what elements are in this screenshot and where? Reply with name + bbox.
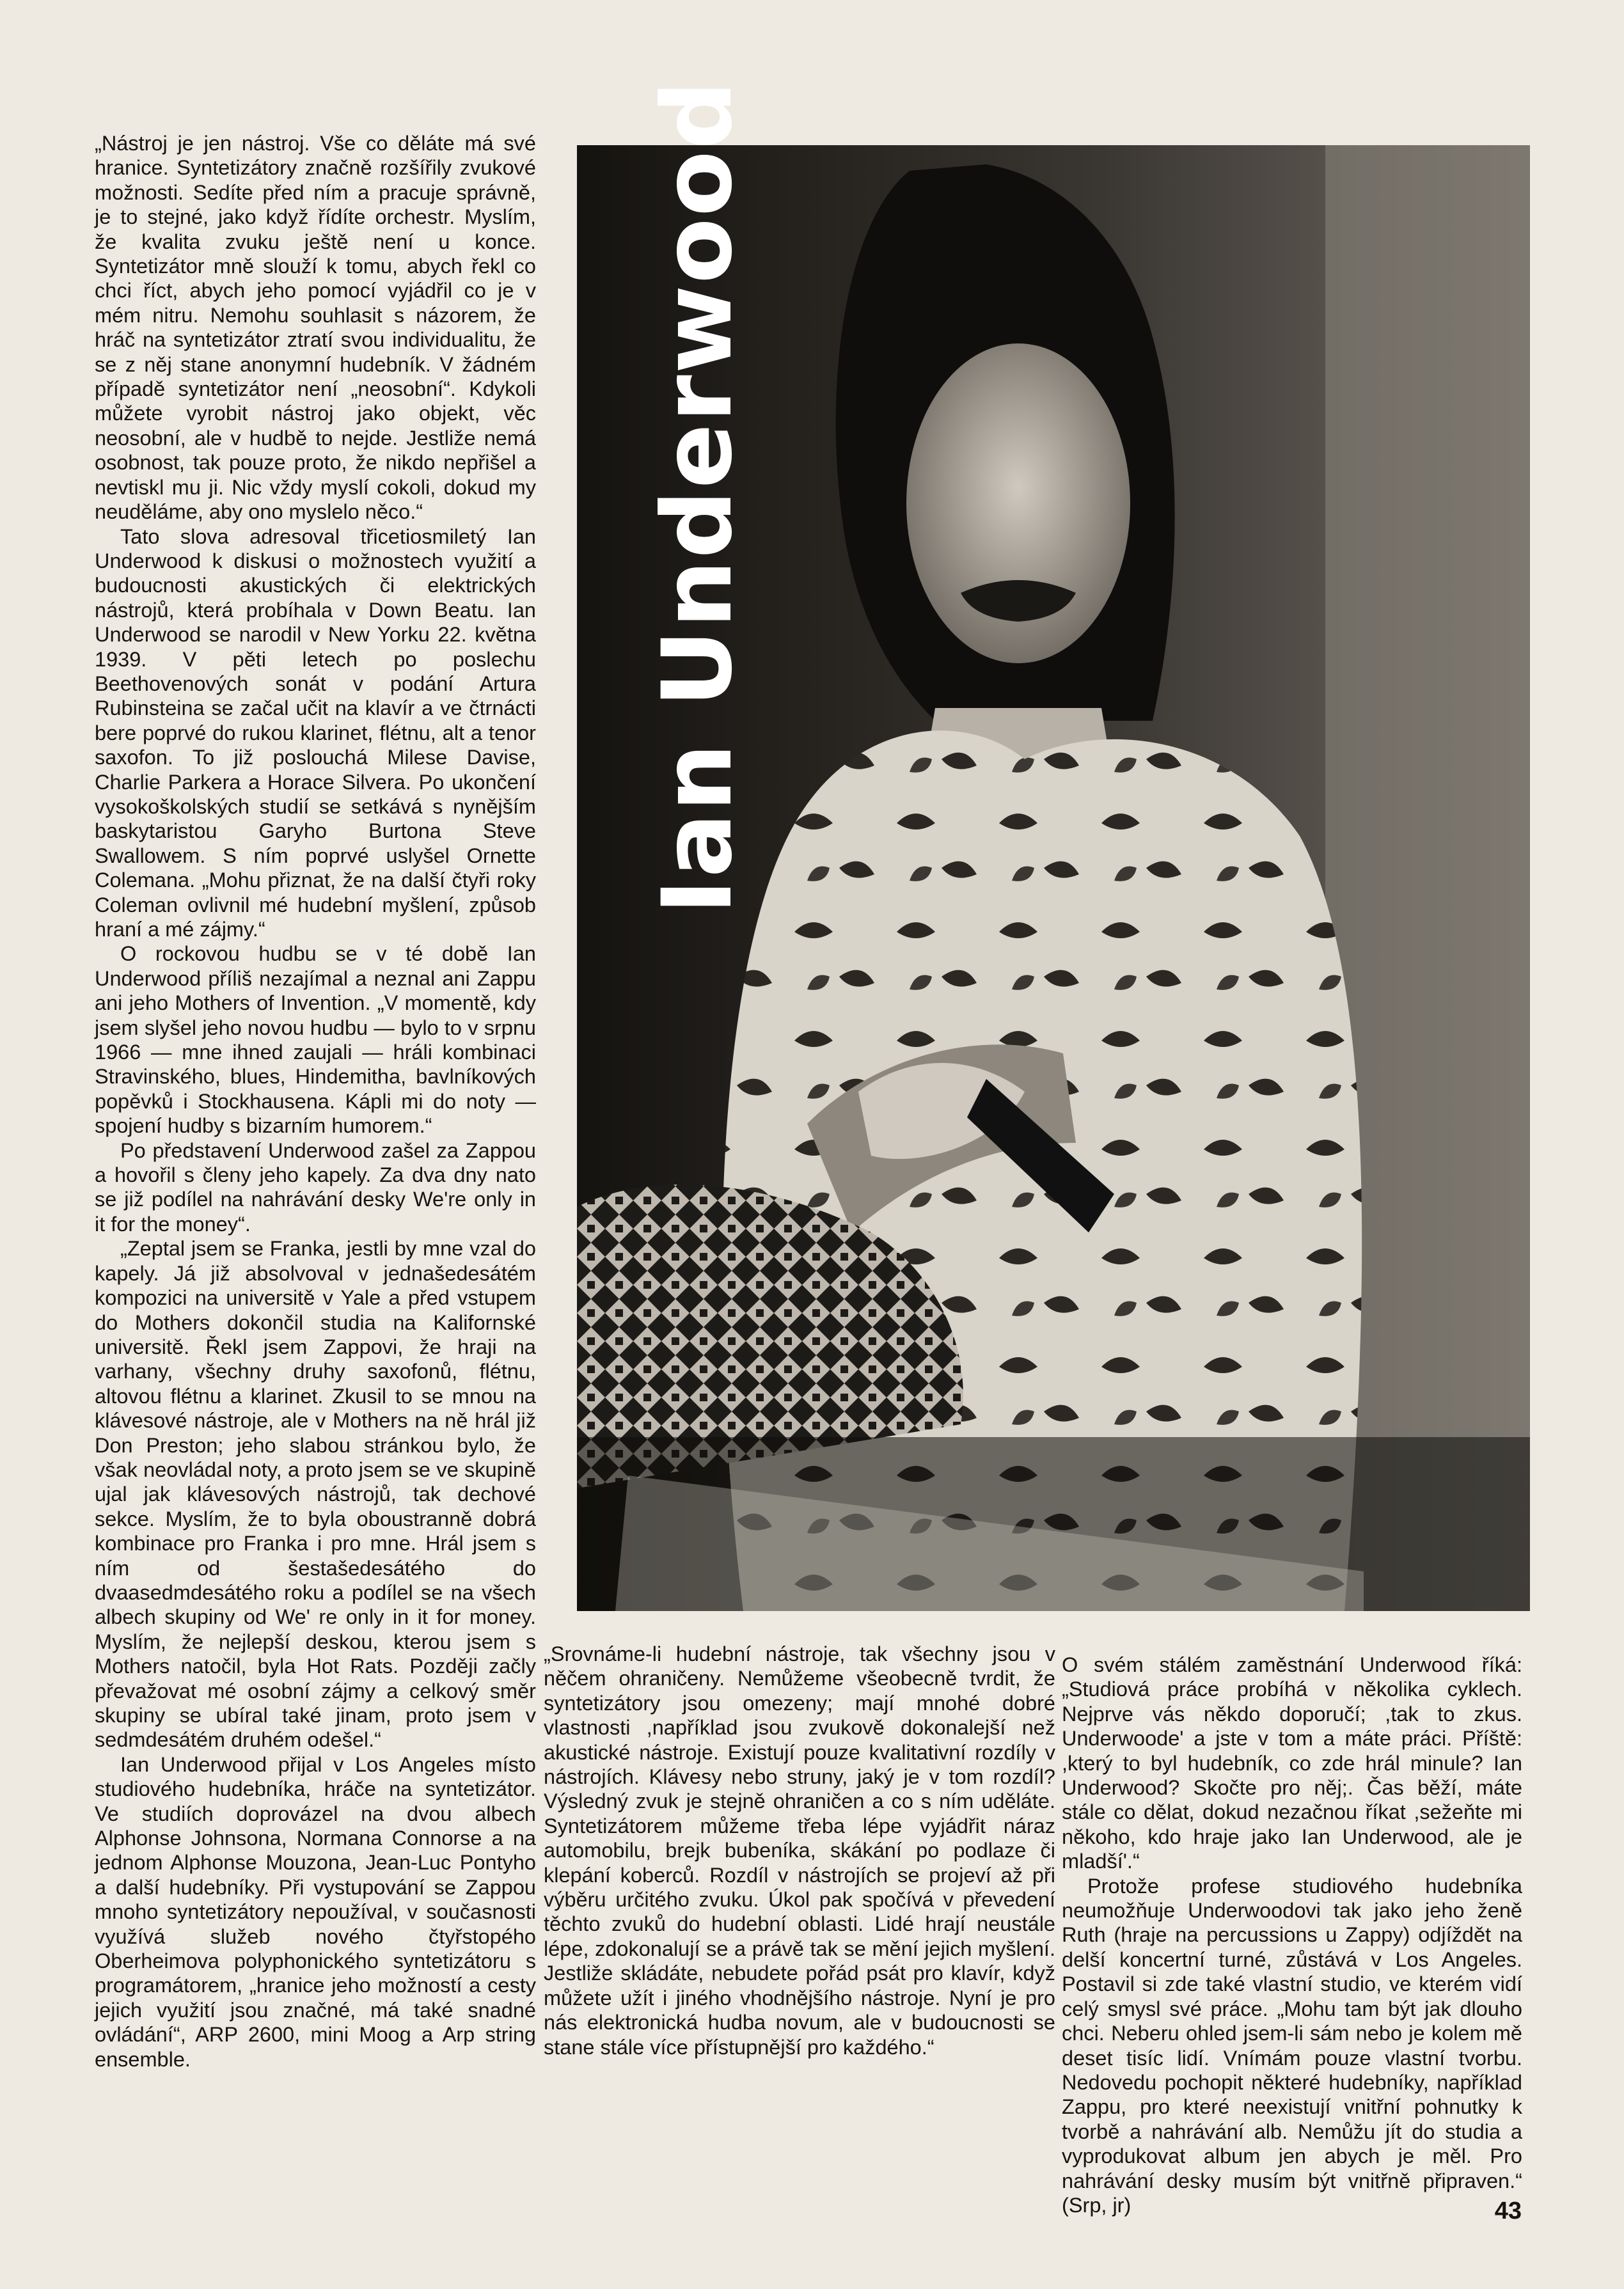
paragraph: „Zeptal jsem se Franka, jestli by mne vzal do kapely. Já již absolvoval v jednašedesátém kompozici na universitě v Yale a před vstupem do Mothers dokončil studia na Kalifornské universitě. Řekl jsem Zappovi, že hraji na varhany, všechny druhy saxofonů, flétnu, altovou flétnu a klarinet. Zkusil to se mnou na klávesové nástroje, ale v Mothers na ně hrál již Don Preston; jeho slabou stránkou bylo, že však neovládal noty, a proto jsem se ve skupině ujal jak klávesových nástrojů, tak dechové sekce. Myslím, že to byla oboustranně dobrá kombinace pro Franka i pro mne. Hrál jsem s ním od šestašedesátého do dvaasedmdesátého roku a podílel se na všech albech skupiny od We' re only in it for money. Myslím, že nejlepší deskou, kterou jsem s Mothers natočil, byla Hot Rats. Později začly převažovat mé osobní zájmy a celkový směr skupiny se ubíral také jinam, proto jsem v sedmdesátém druhém odešel.“ (95, 1237, 536, 1752)
article-title: Ian Underwood (642, 79, 753, 915)
paragraph: O svém stálém zaměstnání Underwood říká: „Studiová práce probíhá v několika cyklech. Nejprve vás někdo doporučí; ,tak to zkus. Underwoode' a jste v tom a máte práci. Příště: ,který to byl hudebník, co zde hrál minule? Ian Underwood? Skočte pro něj;. Čas běží, máte stále co dělat, dokud nezačnou říkat ,sežeňte mi někoho, kdo hraje jako Ian Underwood, ale je mladší'.“ (1062, 1653, 1522, 1873)
text-column-left (95, 131, 536, 2072)
paragraph: Protože profese studiového hudebníka neumožňuje Underwoodovi tak jako jeho ženě Ruth (hraje na percussions u Zappy) odjíždět na delší koncertní turné, zůstává v Los Angeles. Postavil si zde také vlastní studio, ve kterém vidí celý smysl své práce. „Mohu tam být jak dlouho chci. Neberu ohled jsem-li sám nebo je kolem mě deset tisíc lidí. Vnímám pouze vlastní tvorbu. Nedovedu pochopit některé hudebníky, například Zappu, pro které neexistují vnitřní pohnutky k tvorbě a nahrávání alb. Nemůžu jít do studia a vyprodukovat album jen abych je měl. Pro nahrávání desky musím být vnitřně připraven.“ (Srp, jr) (1062, 1874, 1522, 2217)
paragraph: „Srovnáme-li hudební nástroje, tak všechny jsou v něčem ohraničeny. Nemůžeme všeobecně tvrdit, že syntetizátory jsou omezeny; mají mnohé dobré vlastnosti ,například jsou zvukově dokonalejší než akustické nástroje. Existují pouze kvalitativní rozdíly v nástrojích. Klávesy nebo struny, jaký je v tom rozdíl? Výsledný zvuk je stejně ohraničen a co s ním uděláte. Syntetizátorem můžeme třeba lépe vyjádřit náraz automobilu, brejk bubeníka, skákání po podlaze či klepání koberců. Rozdíl v nástrojích se projeví až při výběru určitého zvuku. Úkol pak spočívá v převedení těchto zvuků do hudební oblasti. Lidé hrají neustále lépe, zdokonalují se a právě tak se mění jejich myšlení. Jestliže skládáte, nebudete pořád psát pro klavír, když můžete užít i jiného vhodnějšího nástroje. Nyní je pro nás elektronická hudba novum, ale v budoucnosti se stane stále více přístupnější pro každého.“ (544, 1642, 1055, 2059)
paragraph: Po představení Underwood zašel za Zappou a hovořil s členy jeho kapely. Za dva dny nato se již podílel na nahrávání desky We're only in it for the money“. (95, 1138, 536, 1236)
paragraph: Ian Underwood přijal v Los Angeles místo studiového hudebníka, hráče na syntetizátor. Ve studiích doprovázel na dvou albech Alphonse Johnsona, Normana Connorse a na jednom Alphonse Mouzona, Jean-Luc Pontyho a další hudebníky. Při vystupování se Zappou mnoho syntetizátory nepoužíval, v současnosti využívá služeb nového čtyřstopého Oberheimova polyphonického syntetizátoru s programátorem, „hranice jeho možností a cesty jejich využití jsou značné, má také snadné ovládání“, ARP 2600, mini Moog a Arp string ensemble. (95, 1752, 536, 2071)
text-column-right (1062, 1653, 1522, 2217)
page-number: 43 (1494, 2198, 1522, 2224)
paragraph: „Nástroj je jen nástroj. Vše co děláte má své hranice. Syntetizátory značně rozšířily zvukové možnosti. Sedíte před ním a pracuje správně, je to stejné, jako když řídíte orchestr. Myslím, že kvalita zvuku ještě není u konce. Syntetizátor mně slouží k tomu, abych řekl co chci říct, abych jeho pomocí vyjádřil co je v mém nitru. Nemohu souhlasit s názorem, že hráč na syntetizátor ztratí svou individualitu, že se z něj stane anonymní hudebník. V žádném případě syntetizátor není „neosobní“. Kdykoli můžete vyrobit nástroj jako objekt, věc neosobní, ale v hudbě to nejde. Jestliže nemá osobnost, tak pouze proto, že nikdo nepřišel a nevtiskl mu ji. Nic vždy myslí cokoli, dokud my neuděláme, aby ono myslelo něco.“ (95, 132, 536, 524)
paragraph: Tato slova adresoval třicetiosmiletý Ian Underwood k diskusi o možnostech využití a budoucnosti akustických či elektrických nástrojů, která probíhala v Down Beatu. Ian Underwood se narodil v New Yorku 22. května 1939. V pěti letech po poslechu Beethovenových sonát v podání Artura Rubinsteina se začal učit na klavír a ve čtrnácti bere poprvé do rukou klarinet, flétnu, alt a tenor saxofon. To již poslouchá Milese Davise, Charlie Parkera a Horace Silvera. Po ukončení vysokoškolských studií se setkává s nynějším baskytaristou Garyho Burtona Steve Swallowem. S ním poprvé uslyšel Ornette Colemana. „Mohu přiznat, že na další čtyři roky Coleman ovlivnil mé hudební myšlení, způsob hraní a mé zájmy.“ (95, 524, 536, 941)
text-column-middle (544, 1642, 1055, 2059)
paragraph: O rockovou hudbu se v té době Ian Underwood příliš nezajímal a neznal ani Zappu ani jeho Mothers of Invention. „V momentě, kdy jsem slyšel jeho novou hudbu — bylo to v srpnu 1966 — mne ihned zaujali — hráli kombinaci Stravinského, blues, Hindemitha, bavlníkových popěvků i Stockhausena. Kápli mi do noty — spojení hudby s bizarním humorem.“ (95, 942, 536, 1138)
